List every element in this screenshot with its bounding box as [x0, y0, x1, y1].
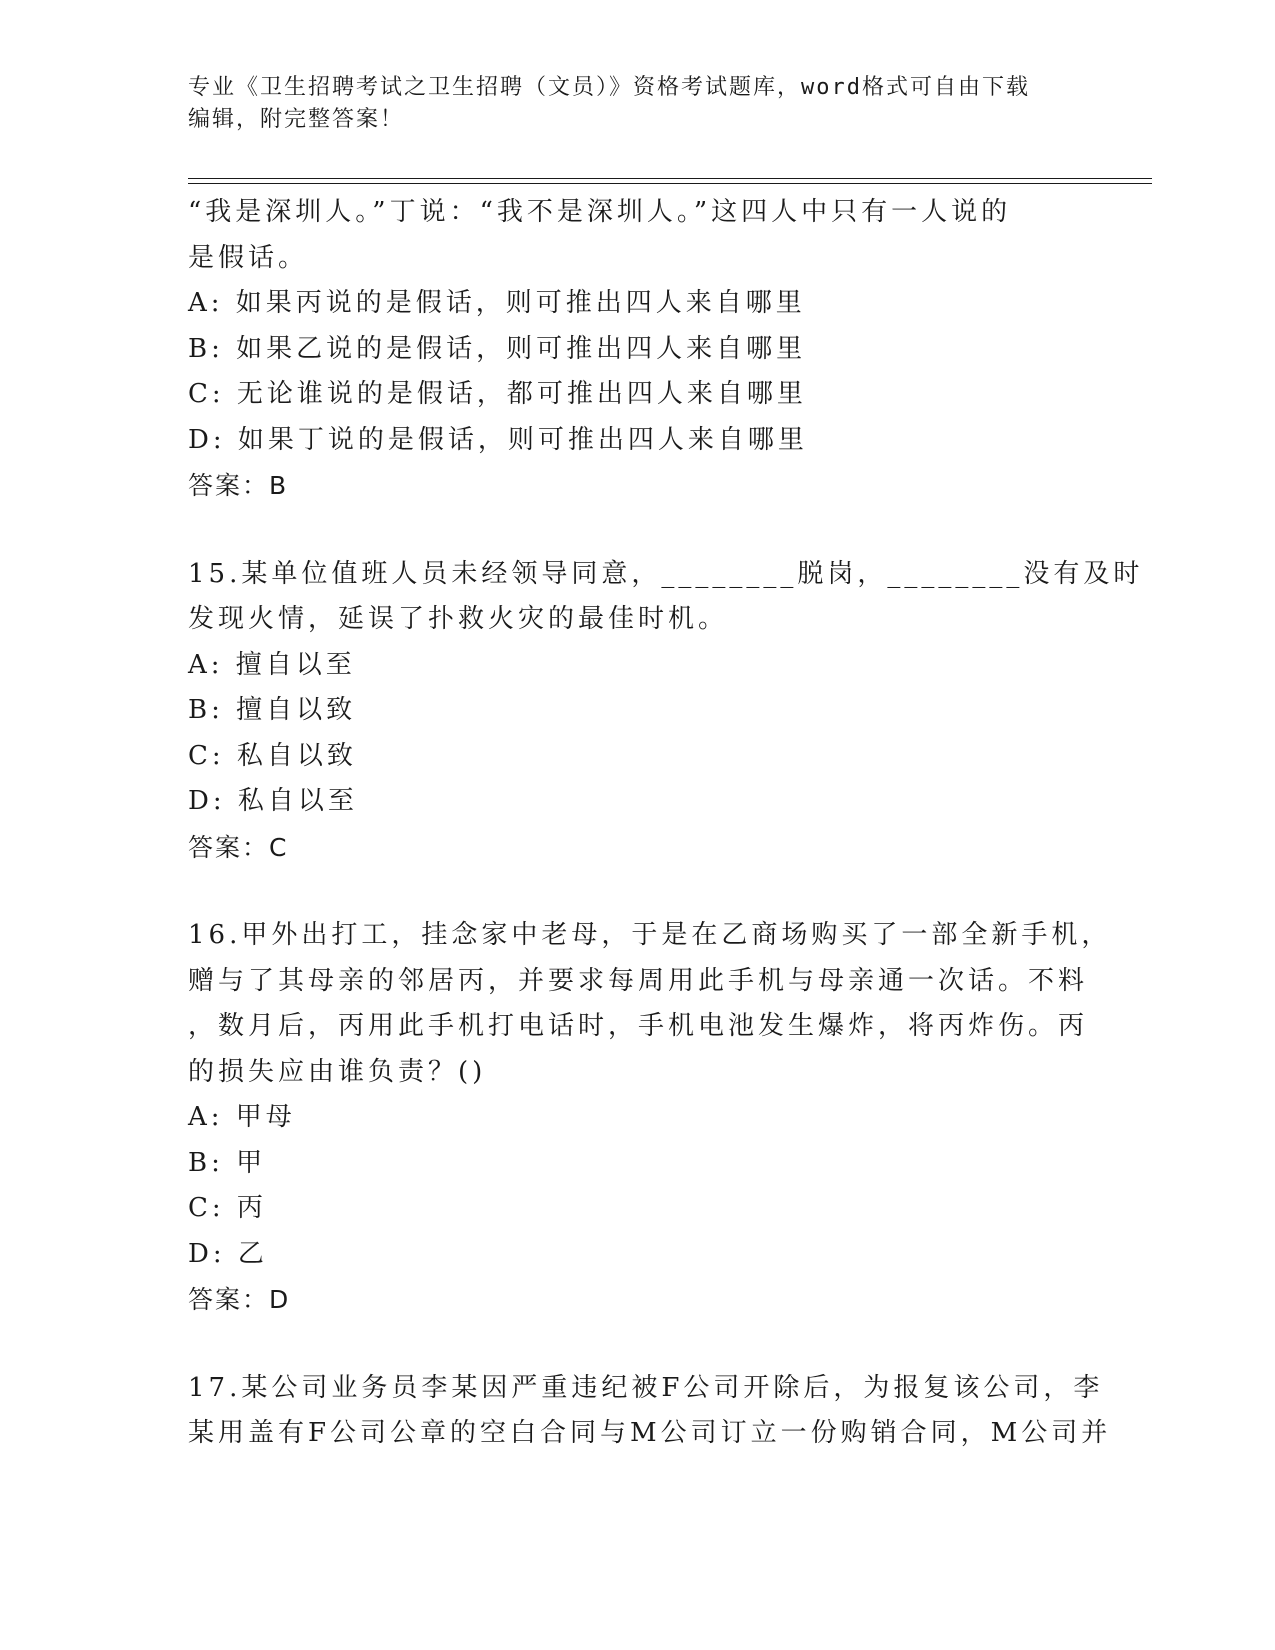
- question-stem-line: 17.某公司业务员李某因严重违纪被F公司开除后，为报复该公司，李: [188, 1372, 1104, 1403]
- answer-line: 答案：C: [188, 832, 289, 862]
- option-b: B: 如果乙说的是假话，则可推出四人来自哪里: [188, 333, 807, 364]
- question-15: [188, 552, 1144, 871]
- question-stem-line: 16.甲外出打工，挂念家中老母，于是在乙商场购买了一部全新手机，: [188, 920, 1112, 950]
- header-line-1: 专业《卫生招聘考试之卫生招聘（文员）》资格考试题库，word格式可自由下载: [188, 75, 1030, 100]
- option-c: C: 私自以致: [188, 740, 357, 771]
- header-rule-top: [188, 178, 1152, 179]
- question-stem-line: 发现火情，延误了扑救火灾的最佳时机。: [188, 604, 729, 634]
- answer-line: 答案：D: [188, 1285, 291, 1314]
- option-d: D: 乙: [188, 1238, 268, 1269]
- answer-line: 答案：B: [188, 471, 289, 500]
- option-d: D: 私自以至: [188, 786, 358, 816]
- question-gap: [188, 509, 1088, 552]
- option-c: C: 丙: [188, 1193, 267, 1223]
- question-17: [188, 1366, 1112, 1457]
- option-a: A: 甲母: [188, 1102, 296, 1132]
- header-line-2: 编辑，附完整答案！: [188, 107, 405, 132]
- option-a: A: 如果丙说的是假话，则可推出四人来自哪里: [188, 288, 806, 318]
- question-stem-line: ，数月后，丙用此手机打电话时，手机电池发生爆炸，将丙炸伤。丙: [188, 1011, 1089, 1041]
- option-b: B: 擅自以致: [188, 695, 357, 725]
- question-stem-line: “我是深圳人。”丁说：“我不是深圳人。”这四人中只有一人说的: [188, 197, 1012, 227]
- document-header: [188, 72, 1088, 136]
- question-14: [188, 190, 1088, 509]
- question-stem-line: 某用盖有F公司公章的空白合同与M公司订立一份购销合同，M公司并: [188, 1418, 1112, 1448]
- question-16: [188, 913, 1112, 1323]
- header-rule-bottom: [188, 183, 1152, 184]
- question-stem-line: 是假话。: [188, 242, 309, 273]
- question-stem-line: 15.某单位值班人员未经领导同意，________脱岗，________没有及时: [188, 558, 1144, 589]
- question-stem-line: 赠与了其母亲的邻居丙，并要求每周用此手机与母亲通一次话。不料: [188, 965, 1089, 996]
- option-d: D: 如果丁说的是假话，则可推出四人来自哪里: [188, 424, 808, 455]
- question-gap: [188, 1323, 1088, 1366]
- question-content: [188, 190, 1144, 1457]
- option-a: A: 擅自以至: [188, 649, 356, 680]
- option-b: B: 甲: [188, 1147, 267, 1178]
- question-gap: [188, 870, 1088, 913]
- question-stem-line: 的损失应由谁负责？(): [188, 1056, 487, 1087]
- option-c: C: 无论谁说的是假话，都可推出四人来自哪里: [188, 379, 807, 409]
